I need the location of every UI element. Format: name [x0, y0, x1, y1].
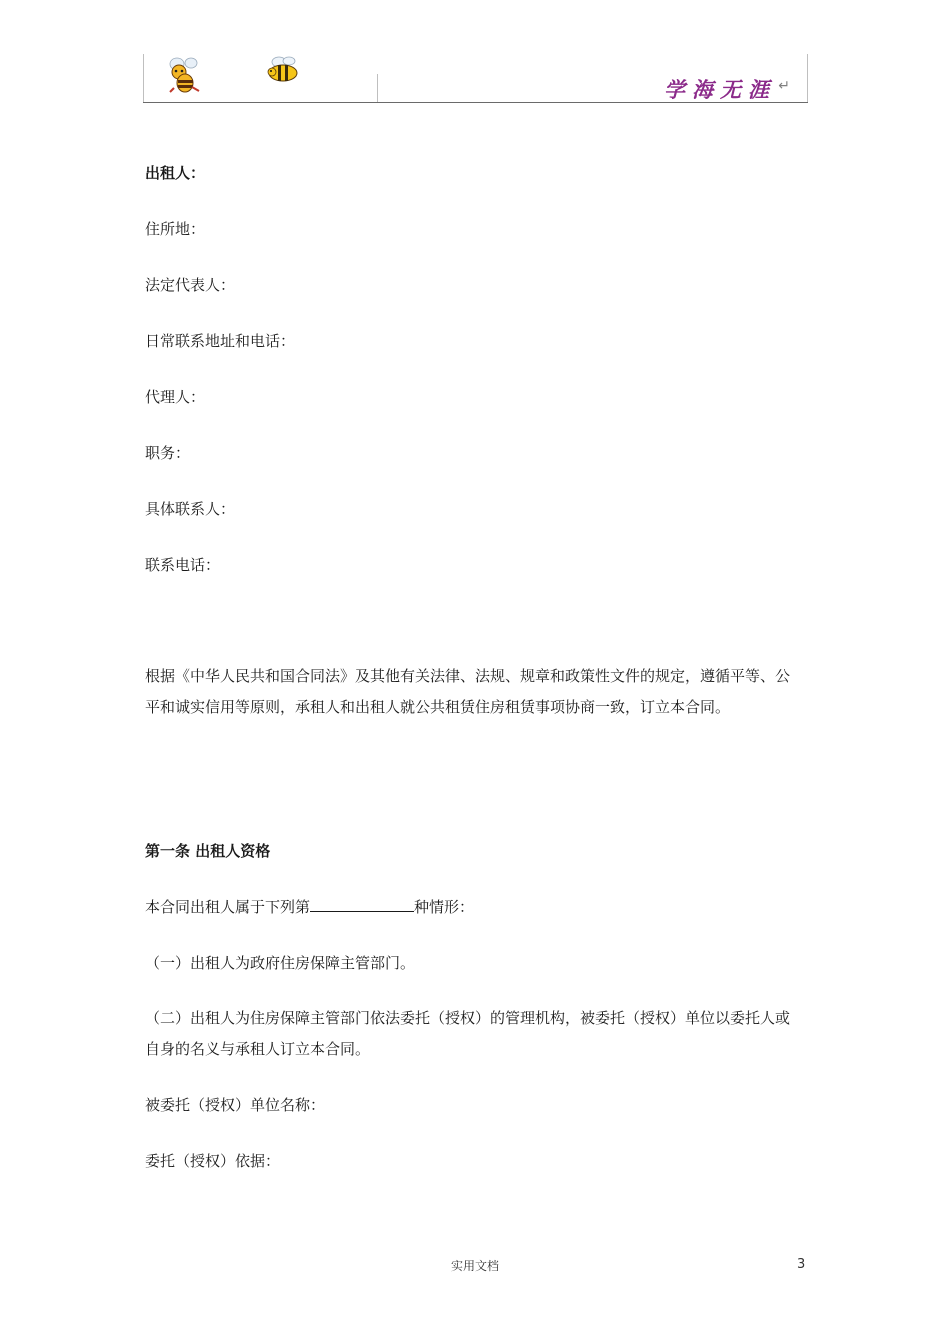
- paragraph-return-mark: ↵: [778, 78, 790, 94]
- footer-label: 实用文档: [450, 1259, 499, 1273]
- article1-intro-after: 种情形：: [414, 898, 475, 916]
- lessor-field-phone: 联系电话：: [145, 556, 221, 574]
- article1-intro-before: 本合同出租人属于下列第: [145, 898, 311, 916]
- lessor-field-address: 住所地：: [145, 220, 206, 238]
- article1-item-2: （二）出租人为住房保障主管部门依法委托（授权）的管理机构，被委托（授权）单位以委托人或自身的名义与承租人订立本合同。: [145, 1009, 791, 1058]
- lessor-heading: 出租人：: [145, 164, 206, 182]
- header-middle-rule: [377, 74, 378, 102]
- article1-item-1: （一）出租人为政府住房保障主管部门。: [145, 954, 416, 972]
- lessor-field-agent: 代理人：: [145, 388, 206, 406]
- lessor-field-contact-address-phone: 日常联系地址和电话：: [145, 332, 296, 350]
- entrusted-basis-field: 委托（授权）依据：: [145, 1152, 281, 1170]
- page-header: [143, 50, 808, 104]
- bee-icon: [263, 56, 303, 84]
- article1-heading: 第一条 出租人资格: [145, 842, 271, 860]
- header-right-rule: [807, 54, 808, 102]
- preamble-paragraph: 根据《中华人民共和国合同法》及其他有关法律、法规、规章和政策性文件的规定，遵循平等、公平和诚实信用等原则，承租人和出租人就公共租赁住房租赁事项协商一致，订立本合同。: [145, 667, 791, 716]
- header-motto: 学海无涯: [664, 77, 776, 102]
- lessor-field-position: 职务：: [145, 444, 191, 462]
- page-number: 3: [797, 1257, 806, 1272]
- article1-intro: [145, 897, 474, 917]
- header-left-rule: [143, 54, 144, 102]
- entrusted-unit-name-field: 被委托（授权）单位名称：: [145, 1096, 326, 1114]
- lessor-field-contact-person: 具体联系人：: [145, 500, 236, 518]
- lessor-field-legal-rep: 法定代表人：: [145, 276, 236, 294]
- bee-icon: [165, 54, 203, 94]
- fill-in-blank[interactable]: [310, 897, 414, 912]
